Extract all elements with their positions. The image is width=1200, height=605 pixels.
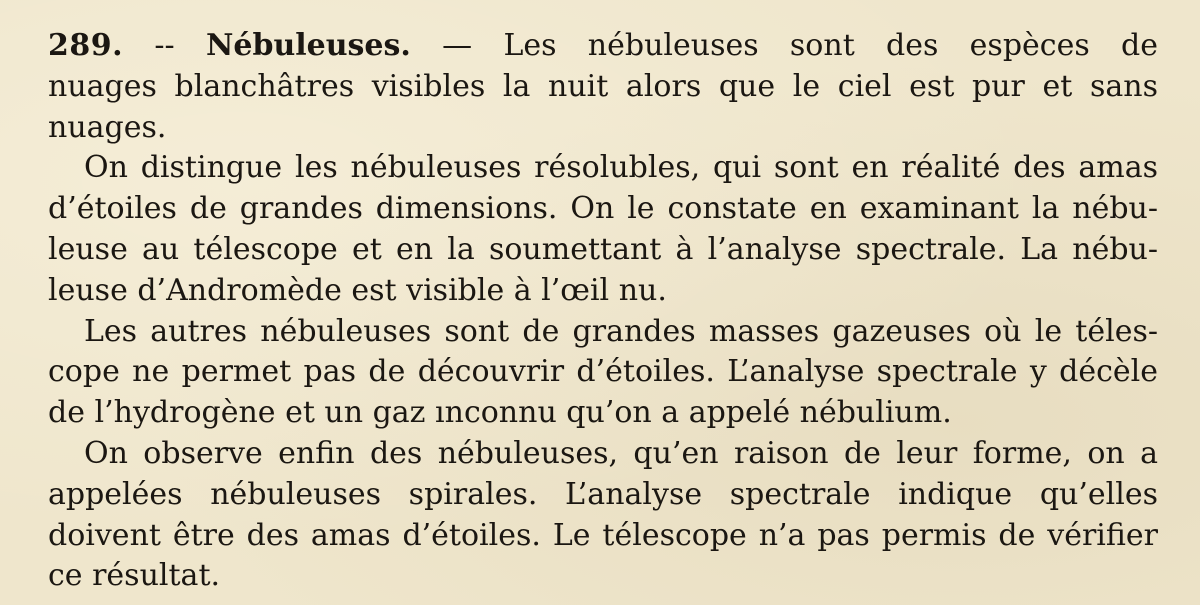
section-289-text (48, 26, 1158, 597)
paragraph-1-line-2: nuages blanchâtres visibles la nuit alors que le ciel est pur et sans (48, 68, 1158, 104)
paragraph-2-line-1: On distingue les nébuleuses résolubles, qui sont en réalité des amas (84, 150, 1158, 186)
paragraph-1-line-1: — Les nébuleuses sont des espèces de (442, 28, 1158, 63)
paragraph-4-line-2: appelées nébuleuses spirales. L’analyse spectrale indique qu’elles (48, 476, 1158, 512)
paragraph-4-line-4: ce résultat. (48, 558, 221, 594)
paragraph-4-line-3: doivent être des amas d’étoiles. Le télescope n’a pas permis de vérifier (48, 517, 1158, 553)
section-dash: -- (154, 28, 175, 63)
paragraph-2-line-3: leuse au télescope et en la soumettant à l’analyse spectrale. La nébu- (48, 231, 1158, 267)
paragraph-2-line-2: d’étoiles de grandes dimensions. On le constate en examinant la nébu- (48, 191, 1158, 227)
section-heading: Nébuleuses. (205, 28, 411, 63)
paragraph-4-line-1: On observe enfin des nébuleuses, qu’en raison de leur forme, on a (84, 435, 1158, 471)
paragraph-1-line-3: nuages. (48, 109, 167, 145)
paragraph-3-line-2: cope ne permet pas de découvrir d’étoiles. L’analyse spectrale y décèle (48, 354, 1158, 390)
text-line (48, 26, 1158, 67)
section-number: 289. (48, 28, 124, 63)
paragraph-2-line-4: leuse d’Andromède est visible à l’œil nu. (48, 272, 667, 308)
paragraph-3-line-3: de l’hydrogène et un gaz ınconnu qu’on a appelé nébulium. (48, 395, 952, 431)
paragraph-3-line-1: Les autres nébuleuses sont de grandes masses gazeuses où le téles- (84, 313, 1158, 349)
